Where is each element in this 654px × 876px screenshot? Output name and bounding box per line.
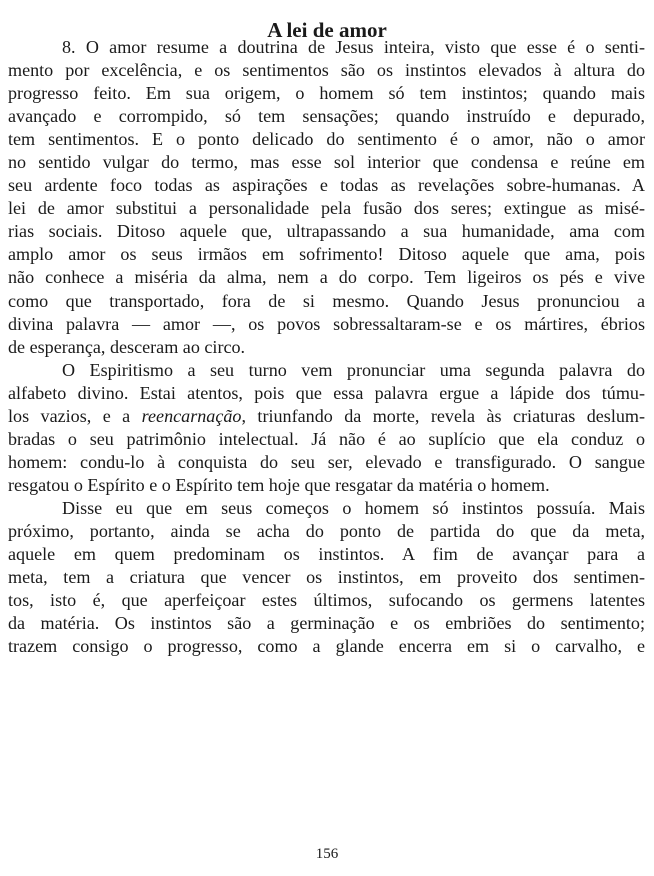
- text-line: seu ardente foco todas as aspirações e todas as revelações sobre-humanas. A: [8, 175, 645, 196]
- page-title: A lei de amor: [267, 18, 387, 43]
- text-line: meta, tem a criatura que vencer os instintos, em proveito dos sentimen-: [8, 567, 645, 588]
- body-text: [8, 36, 645, 658]
- text-line: O Espiritismo a seu turno vem pronunciar uma segunda palavra do: [62, 359, 645, 380]
- text-line: aquele em quem predominam os instintos. A fim de avançar para a: [8, 544, 645, 565]
- text-line: resgatou o Espírito e o Espírito tem hoje que resgatar da matéria o homem.: [8, 474, 550, 495]
- text-line: alfabeto divino. Estai atentos, pois que essa palavra ergue a lápide dos túmu-: [8, 382, 645, 403]
- text-line: progresso feito. Em sua origem, o homem só tem instintos; quando mais: [8, 83, 645, 104]
- text-line: mento por excelência, e os sentimentos são os instintos elevados à altura do: [8, 60, 645, 81]
- text-line: da matéria. Os instintos são a germinação e os embriões do sentimento;: [8, 613, 645, 634]
- text-line: tos, isto é, que aperfeiçoar estes últimos, sufocando os germens latentes: [8, 590, 645, 611]
- text-line: [8, 405, 645, 428]
- emphasized-word: reencarnação: [141, 405, 242, 426]
- text-line: lei de amor substitui a personalidade pela fusão dos seres; extingue as misé-: [8, 198, 645, 219]
- text-segment: los vazios, e a: [8, 405, 142, 426]
- text-line: amplo amor os seus irmãos em sofrimento! Ditoso aquele que ama, pois: [8, 244, 645, 265]
- text-line: bradas o seu patrimônio intelectual. Já não é ao suplício que ela conduz o: [8, 428, 645, 449]
- text-line: no sentido vulgar do termo, mas esse sol interior que condensa e reúne em: [8, 152, 645, 173]
- text-line: 8. O amor resume a doutrina de Jesus inteira, visto que esse é o senti-: [62, 37, 645, 57]
- text-line: não conhece a miséria da alma, nem a do corpo. Tem ligeiros os pés e vive: [8, 267, 645, 288]
- text-line: trazem consigo o progresso, como a glande encerra em si o carvalho, e: [8, 636, 645, 657]
- text-line: divina palavra — amor —, os povos sobressaltaram-se e os mártires, ébrios: [8, 313, 645, 334]
- text-line: avançado e corrompido, só tem sensações; quando instruído e depurado,: [8, 106, 645, 127]
- text-line: rias sociais. Ditoso aquele que, ultrapassando a sua humanidade, ama com: [8, 221, 645, 242]
- text-line: de esperança, desceram ao circo.: [8, 336, 246, 357]
- text-segment: , triunfando da morte, revela às criaturas deslum-: [241, 405, 645, 426]
- text-line: como que transportado, fora de si mesmo. Quando Jesus pronunciou a: [8, 290, 645, 311]
- page-number: 156: [315, 846, 339, 862]
- text-line: Disse eu que em seus começos o homem só instintos possuía. Mais: [62, 497, 645, 518]
- text-line: homem: condu-lo à conquista do seu ser, elevado e transfigurado. O sangue: [8, 451, 645, 472]
- text-line: próximo, portanto, ainda se acha do ponto de partida do que da meta,: [8, 520, 645, 541]
- text-line: tem sentimentos. E o ponto delicado do sentimento é o amor, não o amor: [8, 129, 645, 150]
